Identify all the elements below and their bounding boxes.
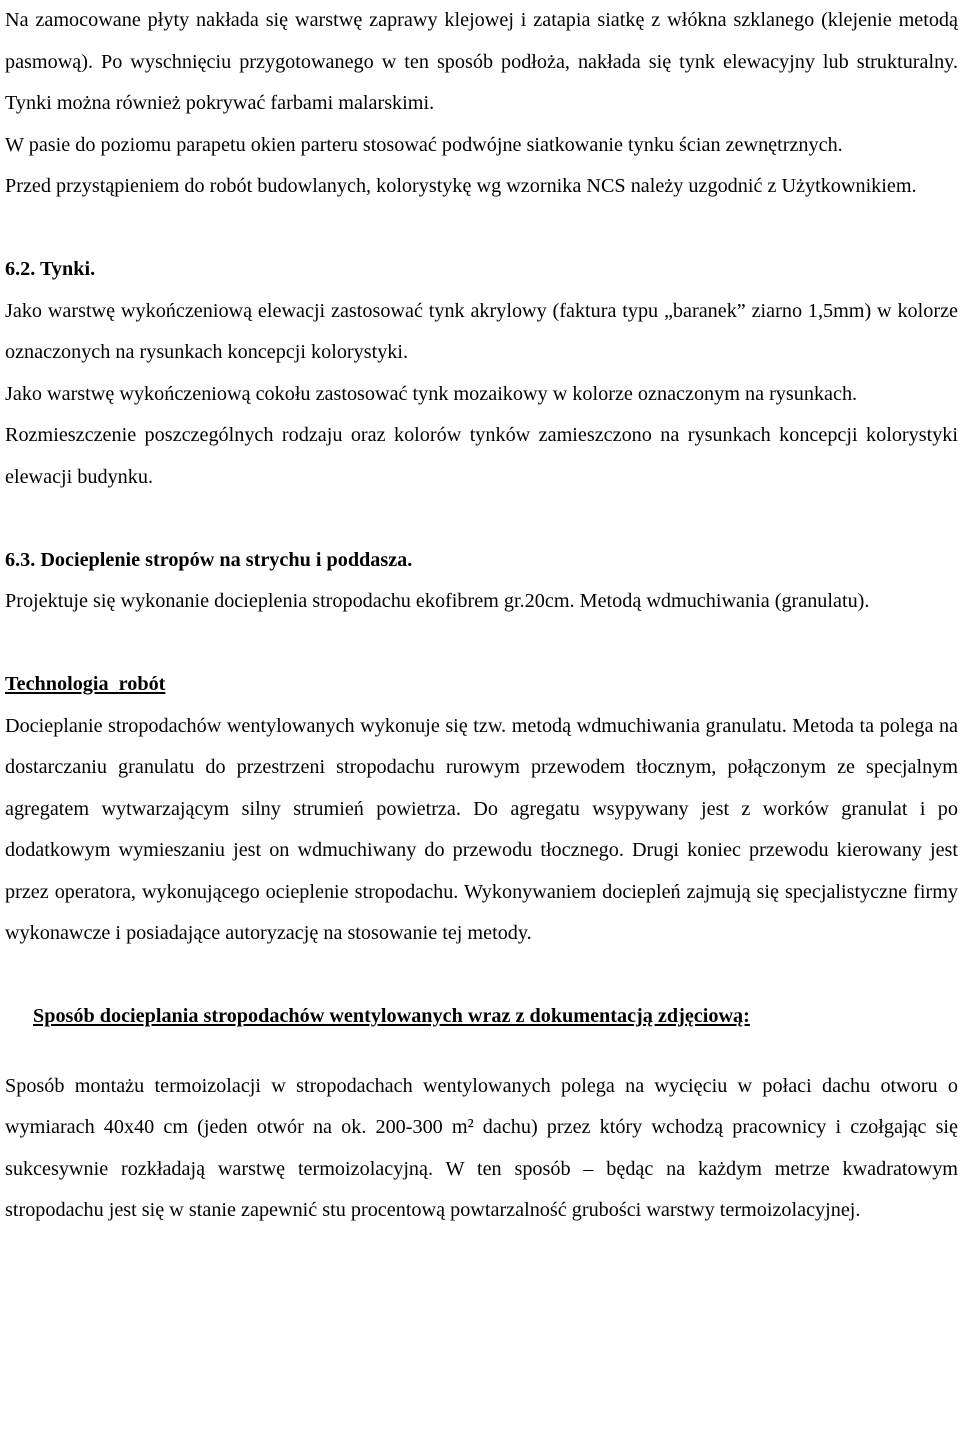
section-heading-docieplenie: 6.3. Docieplenie stropów na strychu i poddasza. xyxy=(5,548,413,571)
spacer xyxy=(5,208,958,250)
sposob-paragraph-1: Sposób montażu termoizolacji w stropodachach wentylowanych polega na wycięciu w połaci dachu otworu o wymiarach 40x40 cm (jeden otwór na ok. 200-300 m² dachu) przez który wchodzą pracownicy i czołgając się sukcesywnie rozkładają warstwę termoizolacyjną. W ten sposób – będąc na każdym metrze kwadratowym stropodachu jest się w stanie zapewnić stu procentową powtarzalność grubości warstwy termoizolacyjnej. xyxy=(5,1074,958,1221)
intro-paragraph-2: W pasie do poziomu parapetu okien parteru stosować podwójne siatkowanie tynku ścian zewnętrznych. xyxy=(5,133,843,156)
spacer xyxy=(5,498,958,540)
spacer xyxy=(5,955,958,997)
section-heading-tynki: 6.2. Tynki. xyxy=(5,258,96,280)
spacer xyxy=(5,1038,958,1066)
spacer xyxy=(5,623,958,665)
tynki-paragraph-3: Rozmieszczenie poszczególnych rodzaju oraz kolorów tynków zamieszczono na rysunkach koncepcji kolorystyki elewacji budynku. xyxy=(5,424,958,488)
tynki-paragraph-2: Jako warstwę wykończeniową cokołu zastosować tynk mozaikowy w kolorze oznaczonym na rysunkach. xyxy=(5,382,858,405)
tynki-paragraph-1: Jako warstwę wykończeniową elewacji zastosować tynk akrylowy (faktura typu „baranek” ziarno 1,5mm) w kolorze oznaczonych na rysunkach koncepcji kolorystyki. xyxy=(5,299,958,363)
intro-paragraph-3: Przed przystąpieniem do robót budowlanych, kolorystykę wg wzornika NCS należy uzgodnić z Użytkownikiem. xyxy=(5,175,917,197)
section-heading-sposob: Sposób docieplania stropodachów wentylowanych wraz z dokumentacją zdjęciową: xyxy=(33,1005,750,1027)
section-heading-technologia: Technologia robót xyxy=(5,673,166,695)
docieplenie-paragraph-1: Projektuje się wykonanie docieplenia stropodachu ekofibrem gr.20cm. Metodą wdmuchiwania (granulatu). xyxy=(5,590,870,612)
technologia-paragraph-1: Docieplanie stropodachów wentylowanych wykonuje się tzw. metodą wdmuchiwania granulatu. Metoda ta polega na dostarczaniu granulatu do przestrzeni stropodachu rurowym przewodem tłocznym, połączonym ze specjalnym agregatem wytwarzającym silny strumień powietrza. Do agregatu wsypywany jest z worków granulat i po dodatkowym wymieszaniu jest on wdmuchiwany do przewodu tłocznego. Drugi koniec przewodu kierowany jest przez operatora, wykonującego ocieplenie stropodachu. Wykonywaniem dociepleń zajmują się specjalistyczne firmy wykonawcze i posiadające autoryzację na stosowanie tej metody. xyxy=(5,714,958,944)
intro-paragraph-1: Na zamocowane płyty nakłada się warstwę zaprawy klejowej i zatapia siatkę z włókna szklanego (klejenie metodą pasmową). Po wyschnięciu przygotowanego w ten sposób podłoża, nakłada się tynk elewacyjny lub strukturalny. Tynki można również pokrywać farbami malarskimi. xyxy=(5,9,958,114)
document-page xyxy=(5,0,958,1232)
